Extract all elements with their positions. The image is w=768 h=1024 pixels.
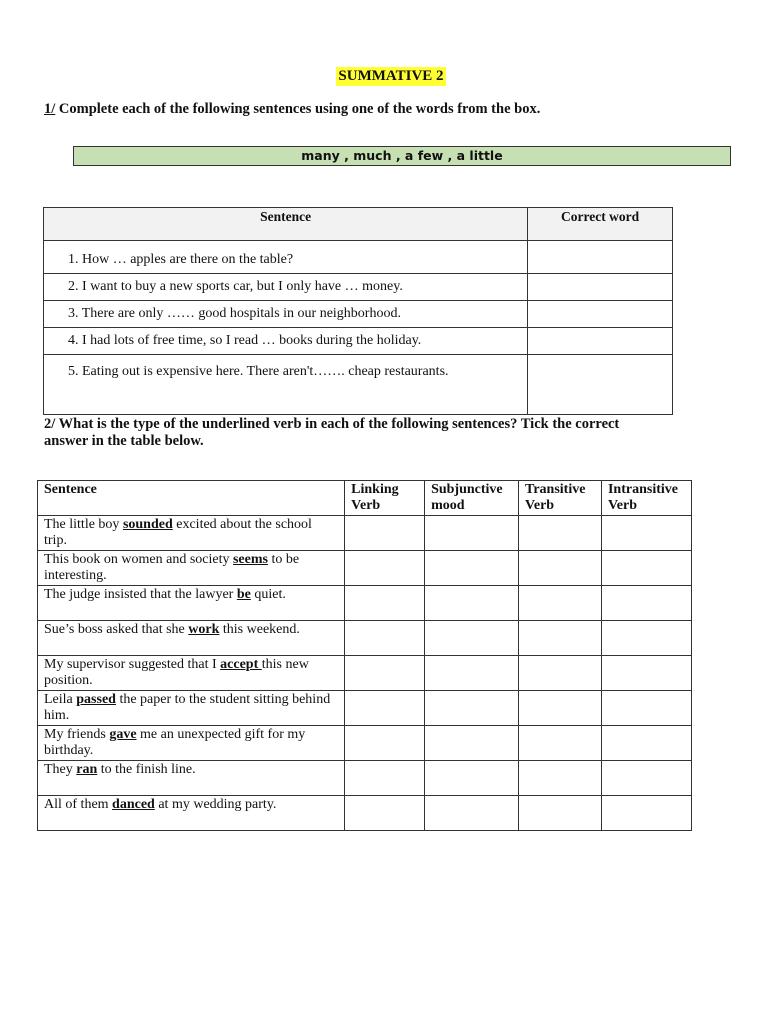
tick-cell-transitive[interactable] (519, 656, 602, 691)
tick-cell-transitive[interactable] (519, 516, 602, 551)
sentence-cell: 3. There are only …… good hospitals in our neighborhood. (44, 301, 528, 328)
question-2 (44, 416, 619, 450)
tick-cell-subjunctive[interactable] (425, 586, 519, 621)
table-row (38, 516, 692, 551)
tick-cell-linking[interactable] (345, 761, 425, 796)
verb-table-header (38, 481, 692, 516)
answer-cell[interactable] (528, 355, 673, 415)
tick-cell-intransitive[interactable] (601, 551, 691, 586)
table-row (38, 796, 692, 831)
table-row (44, 355, 673, 415)
sentence-cell: My friends gave me an unexpected gift for my birthday. (38, 726, 345, 761)
sentence-cell: Leila passed the paper to the student sitting behind him. (38, 691, 345, 726)
question-1 (44, 101, 540, 118)
answer-cell[interactable] (528, 328, 673, 355)
question-1-number: 1/ (44, 101, 56, 117)
table-row (38, 656, 692, 691)
header-subjunctive-mood: Subjunctive mood (425, 481, 519, 516)
tick-cell-subjunctive[interactable] (425, 621, 519, 656)
sentence-cell: 1. How … apples are there on the table? (44, 241, 528, 274)
tick-cell-transitive[interactable] (519, 586, 602, 621)
tick-cell-intransitive[interactable] (601, 656, 691, 691)
verb-type-table (37, 480, 692, 831)
sentences-table-header (44, 208, 673, 241)
tick-cell-transitive[interactable] (519, 726, 602, 761)
tick-cell-intransitive[interactable] (601, 761, 691, 796)
tick-cell-transitive[interactable] (519, 621, 602, 656)
page-title: SUMMATIVE 2 (338, 68, 444, 84)
sentence-cell: My supervisor suggested that I accept this new position. (38, 656, 345, 691)
tick-cell-linking[interactable] (345, 586, 425, 621)
question-2-line-1: 2/ What is the type of the underlined verb in each of the following sentences? Tick the correct (44, 416, 620, 432)
tick-cell-transitive[interactable] (519, 691, 602, 726)
tick-cell-subjunctive[interactable] (425, 726, 519, 761)
tick-cell-linking[interactable] (345, 621, 425, 656)
tick-cell-subjunctive[interactable] (425, 691, 519, 726)
tick-cell-linking[interactable] (345, 726, 425, 761)
sentence-cell: All of them danced at my wedding party. (38, 796, 345, 831)
sentence-cell: The judge insisted that the lawyer be quiet. (38, 586, 345, 621)
tick-cell-linking[interactable] (345, 656, 425, 691)
tick-cell-subjunctive[interactable] (425, 796, 519, 831)
tick-cell-intransitive[interactable] (601, 621, 691, 656)
answer-cell[interactable] (528, 241, 673, 274)
word-box: many , much , a few , a little (73, 146, 731, 166)
tick-cell-intransitive[interactable] (601, 691, 691, 726)
question-1-text: Complete each of the following sentences using one of the words from the box. (55, 101, 541, 117)
tick-cell-linking[interactable] (345, 551, 425, 586)
page-title-wrap (0, 67, 768, 86)
sentence-cell: 2. I want to buy a new sports car, but I only have … money. (44, 274, 528, 301)
sentence-cell: Sue’s boss asked that she work this weekend. (38, 621, 345, 656)
table-row (38, 691, 692, 726)
sentence-cell: 5. Eating out is expensive here. There aren't……. cheap restaurants. (44, 355, 528, 415)
tick-cell-linking[interactable] (345, 516, 425, 551)
table-row (44, 241, 673, 274)
tick-cell-intransitive[interactable] (601, 516, 691, 551)
tick-cell-intransitive[interactable] (601, 726, 691, 761)
table-row (44, 274, 673, 301)
tick-cell-transitive[interactable] (519, 551, 602, 586)
table-row (44, 301, 673, 328)
header-linking-verb: Linking Verb (345, 481, 425, 516)
tick-cell-subjunctive[interactable] (425, 516, 519, 551)
header-transitive-verb: Transitive Verb (519, 481, 602, 516)
tick-cell-intransitive[interactable] (601, 586, 691, 621)
tick-cell-transitive[interactable] (519, 761, 602, 796)
sentences-table (43, 207, 673, 415)
tick-cell-transitive[interactable] (519, 796, 602, 831)
tick-cell-intransitive[interactable] (601, 796, 691, 831)
sentence-cell: 4. I had lots of free time, so I read … books during the holiday. (44, 328, 528, 355)
tick-cell-linking[interactable] (345, 796, 425, 831)
table-row (44, 328, 673, 355)
tick-cell-subjunctive[interactable] (425, 761, 519, 796)
sentence-cell: They ran to the finish line. (38, 761, 345, 796)
answer-cell[interactable] (528, 274, 673, 301)
header-correct-word: Correct word (528, 208, 673, 241)
table-row (38, 726, 692, 761)
table-row (38, 621, 692, 656)
answer-cell[interactable] (528, 301, 673, 328)
table-row (38, 551, 692, 586)
tick-cell-subjunctive[interactable] (425, 551, 519, 586)
sentence-cell: This book on women and society seems to be interesting. (38, 551, 345, 586)
question-2-line-2: answer in the table below. (44, 433, 204, 449)
tick-cell-linking[interactable] (345, 691, 425, 726)
table-row (38, 761, 692, 796)
table-row (38, 586, 692, 621)
header-sentence: Sentence (38, 481, 345, 516)
header-sentence: Sentence (44, 208, 528, 241)
tick-cell-subjunctive[interactable] (425, 656, 519, 691)
sentence-cell: The little boy sounded excited about the school trip. (38, 516, 345, 551)
header-intransitive-verb: Intransitive Verb (601, 481, 691, 516)
